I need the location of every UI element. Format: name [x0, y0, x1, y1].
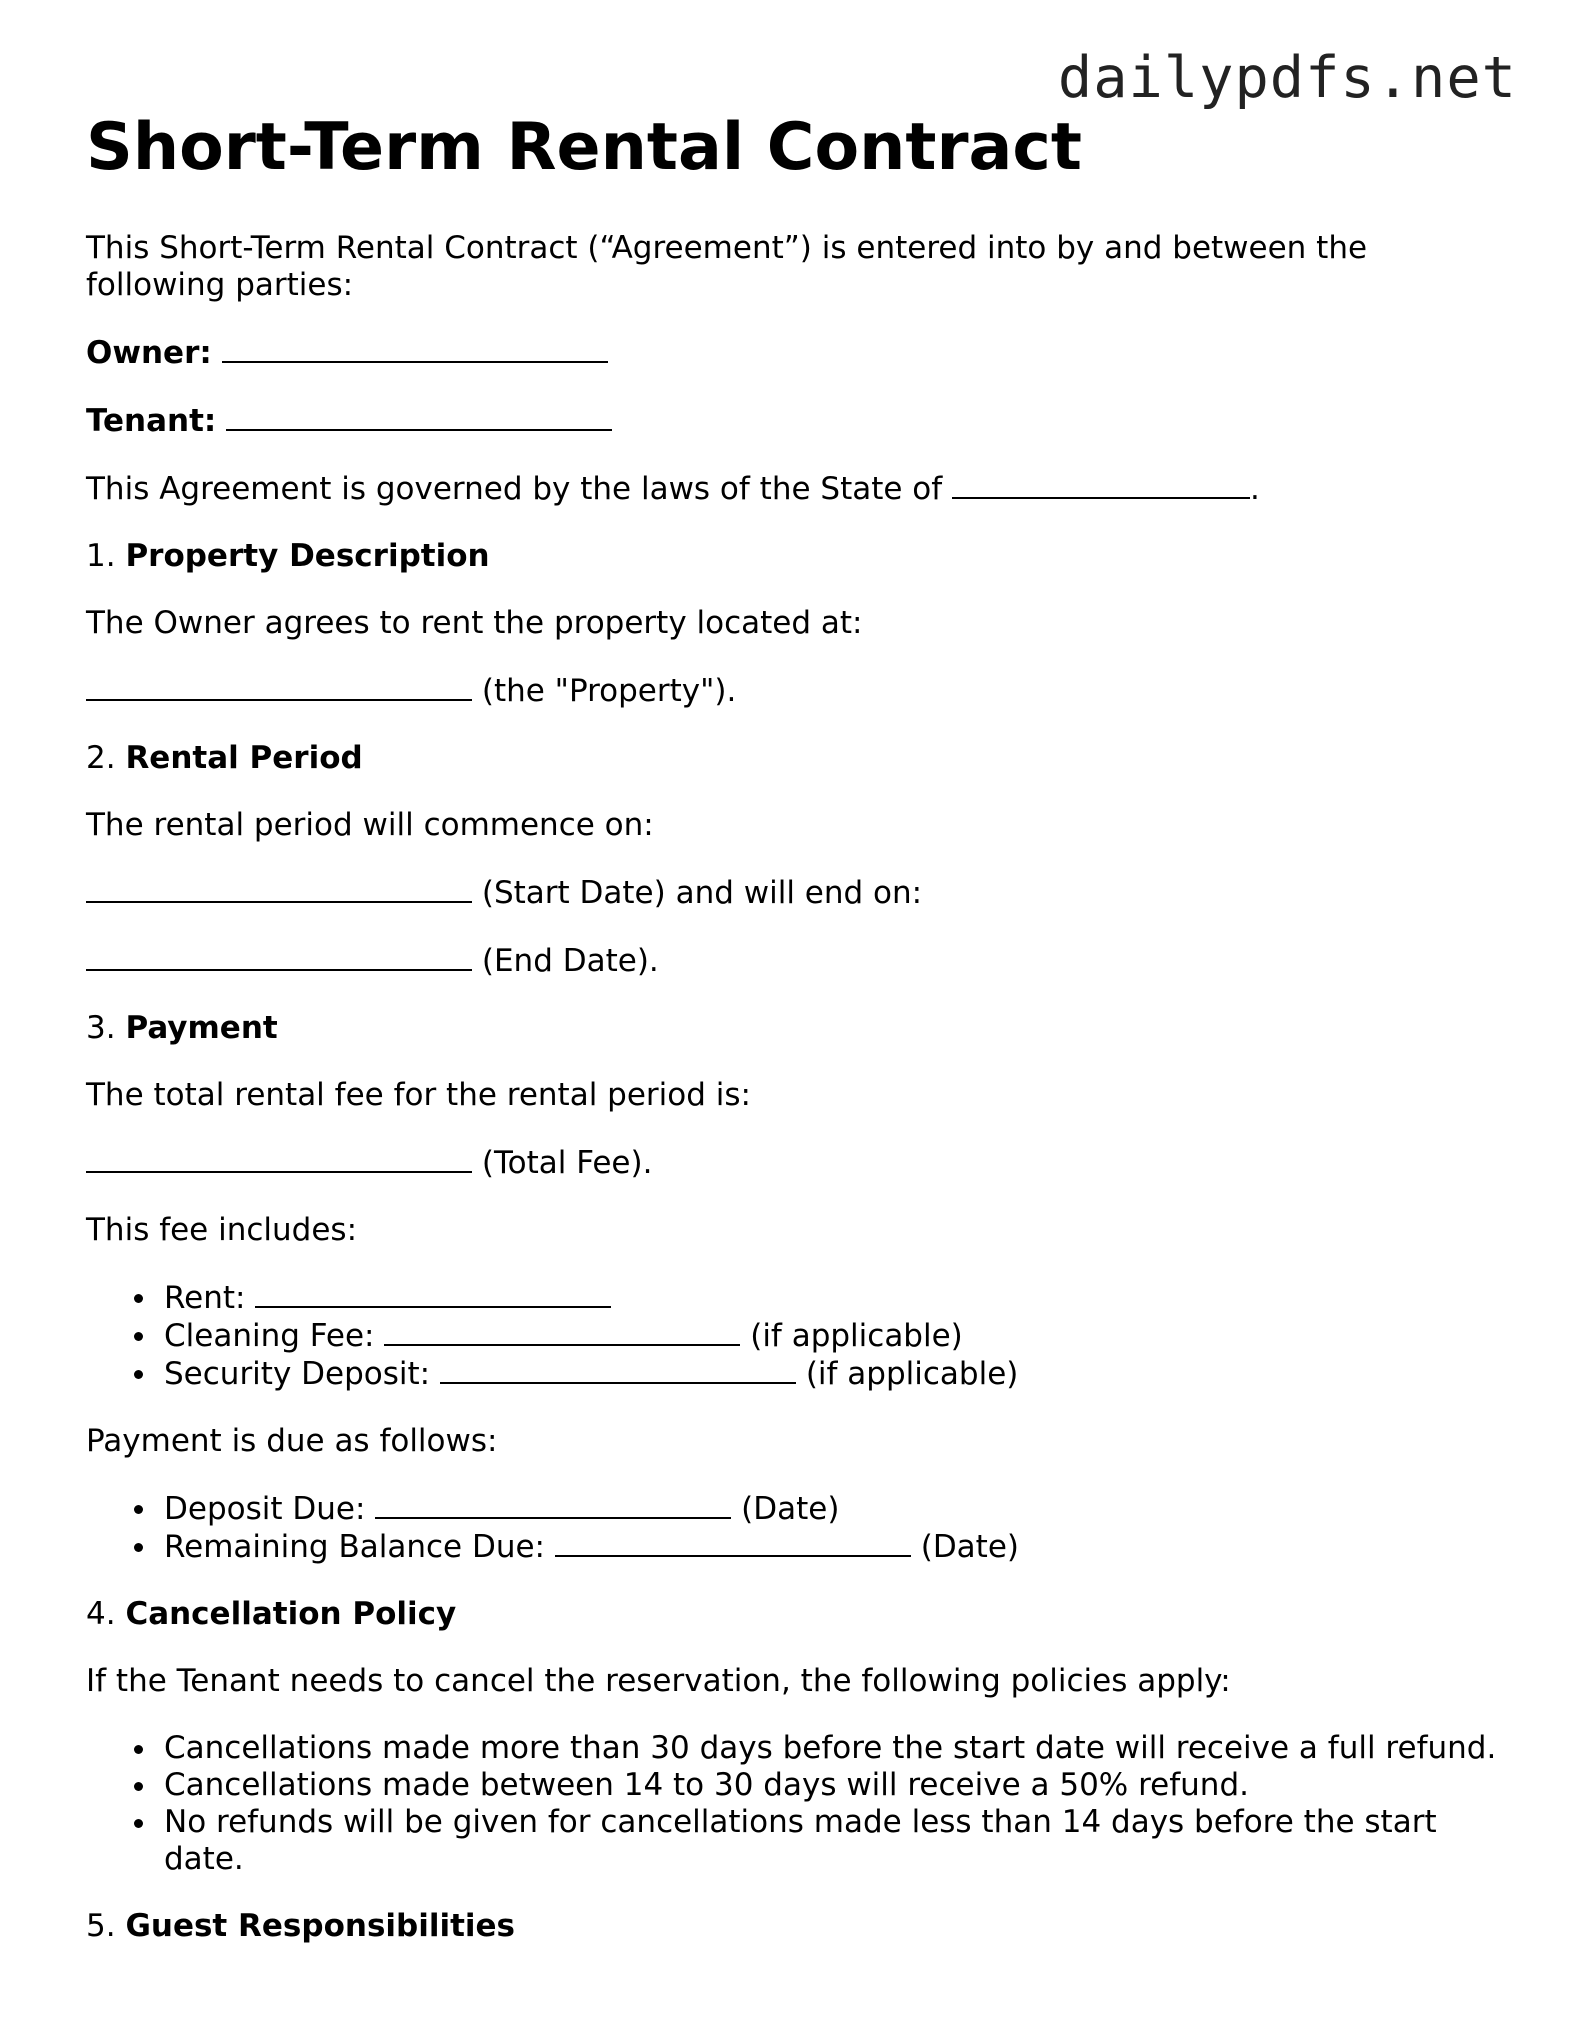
- payment-text: The total rental fee for the rental period is:: [86, 1077, 751, 1113]
- property-text: The Owner agrees to rent the property located at:: [86, 605, 863, 641]
- list-item: [164, 1355, 1506, 1393]
- section-title: Rental Period: [125, 740, 363, 776]
- fee-includes-label: This fee includes:: [86, 1212, 358, 1248]
- list-item: [164, 1490, 1506, 1528]
- deposit-due-suffix: (Date): [741, 1491, 840, 1527]
- start-date-line: [86, 874, 1506, 912]
- deposit-due-field[interactable]: [375, 1490, 731, 1519]
- rent-label: Rent:: [164, 1280, 246, 1316]
- fee-includes-list: [86, 1279, 1506, 1393]
- owner-label: Owner:: [86, 335, 212, 371]
- rental-period-text: The rental period will commence on:: [86, 807, 654, 843]
- section-number: 3.: [86, 1010, 116, 1046]
- remaining-balance-suffix: (Date): [920, 1529, 1020, 1565]
- state-field[interactable]: [952, 470, 1250, 499]
- end-date-suffix: (End Date).: [481, 943, 659, 979]
- section-number: 5.: [86, 1908, 116, 1944]
- start-date-field[interactable]: [86, 874, 472, 903]
- section-heading-rental-period: [86, 740, 1506, 777]
- remaining-balance-field[interactable]: [555, 1528, 911, 1557]
- section-title: Guest Responsibilities: [125, 1908, 516, 1944]
- security-deposit-label: Security Deposit:: [164, 1356, 431, 1392]
- start-date-suffix: (Start Date) and will end on:: [481, 875, 923, 911]
- tenant-line: [86, 402, 1506, 440]
- total-fee-line: [86, 1144, 1506, 1182]
- end-date-line: [86, 942, 1506, 980]
- total-fee-suffix: (Total Fee).: [481, 1145, 653, 1181]
- owner-field[interactable]: [222, 334, 608, 363]
- cancellation-text: If the Tenant needs to cancel the reservation, the following policies apply:: [86, 1663, 1231, 1699]
- contract-document: [86, 110, 1506, 1975]
- governing-law-period: .: [1250, 471, 1260, 507]
- deposit-due-label: Deposit Due:: [164, 1491, 366, 1527]
- section-heading-payment: [86, 1010, 1506, 1047]
- owner-line: [86, 334, 1506, 372]
- section-heading-property: [86, 538, 1506, 575]
- tenant-field[interactable]: [226, 402, 612, 431]
- end-date-field[interactable]: [86, 942, 472, 971]
- section-title: Property Description: [125, 538, 490, 574]
- list-item: [164, 1528, 1506, 1566]
- list-item: Cancellations made between 14 to 30 days will receive a 50% refund.: [164, 1767, 1506, 1804]
- section-title: Payment: [125, 1010, 278, 1046]
- section-title: Cancellation Policy: [125, 1596, 457, 1632]
- list-item: No refunds will be given for cancellations made less than 14 days before the start date.: [164, 1804, 1506, 1878]
- rent-field[interactable]: [255, 1279, 611, 1308]
- payment-due-list: [86, 1490, 1506, 1566]
- total-fee-field[interactable]: [86, 1144, 472, 1173]
- property-address-field[interactable]: [86, 672, 472, 701]
- list-item: [164, 1317, 1506, 1355]
- cancellation-list: [86, 1730, 1506, 1878]
- remaining-balance-label: Remaining Balance Due:: [164, 1529, 545, 1565]
- property-suffix: (the "Property").: [481, 673, 737, 709]
- tenant-label: Tenant:: [86, 403, 217, 439]
- list-item: Cancellations made more than 30 days before the start date will receive a full refund.: [164, 1730, 1506, 1767]
- cleaning-fee-field[interactable]: [384, 1317, 740, 1346]
- document-title: Short-Term Rental Contract: [86, 110, 1082, 185]
- section-number: 2.: [86, 740, 116, 776]
- payment-due-label: Payment is due as follows:: [86, 1423, 498, 1459]
- section-number: 4.: [86, 1596, 116, 1632]
- cleaning-fee-suffix: (if applicable): [750, 1318, 963, 1354]
- intro-paragraph: This Short-Term Rental Contract (“Agreement”) is entered into by and between the following parties:: [86, 230, 1368, 303]
- section-heading-cancellation: [86, 1596, 1506, 1633]
- section-heading-guest-responsibilities: [86, 1908, 1506, 1945]
- governing-law-text: This Agreement is governed by the laws of the State of: [86, 471, 943, 507]
- property-line: [86, 672, 1506, 710]
- watermark: dailypdfs.net: [1057, 45, 1517, 111]
- cleaning-fee-label: Cleaning Fee:: [164, 1318, 375, 1354]
- security-deposit-field[interactable]: [440, 1355, 796, 1384]
- security-deposit-suffix: (if applicable): [805, 1356, 1019, 1392]
- list-item: [164, 1279, 1506, 1317]
- governing-law-line: [86, 470, 1506, 508]
- section-number: 1.: [86, 538, 116, 574]
